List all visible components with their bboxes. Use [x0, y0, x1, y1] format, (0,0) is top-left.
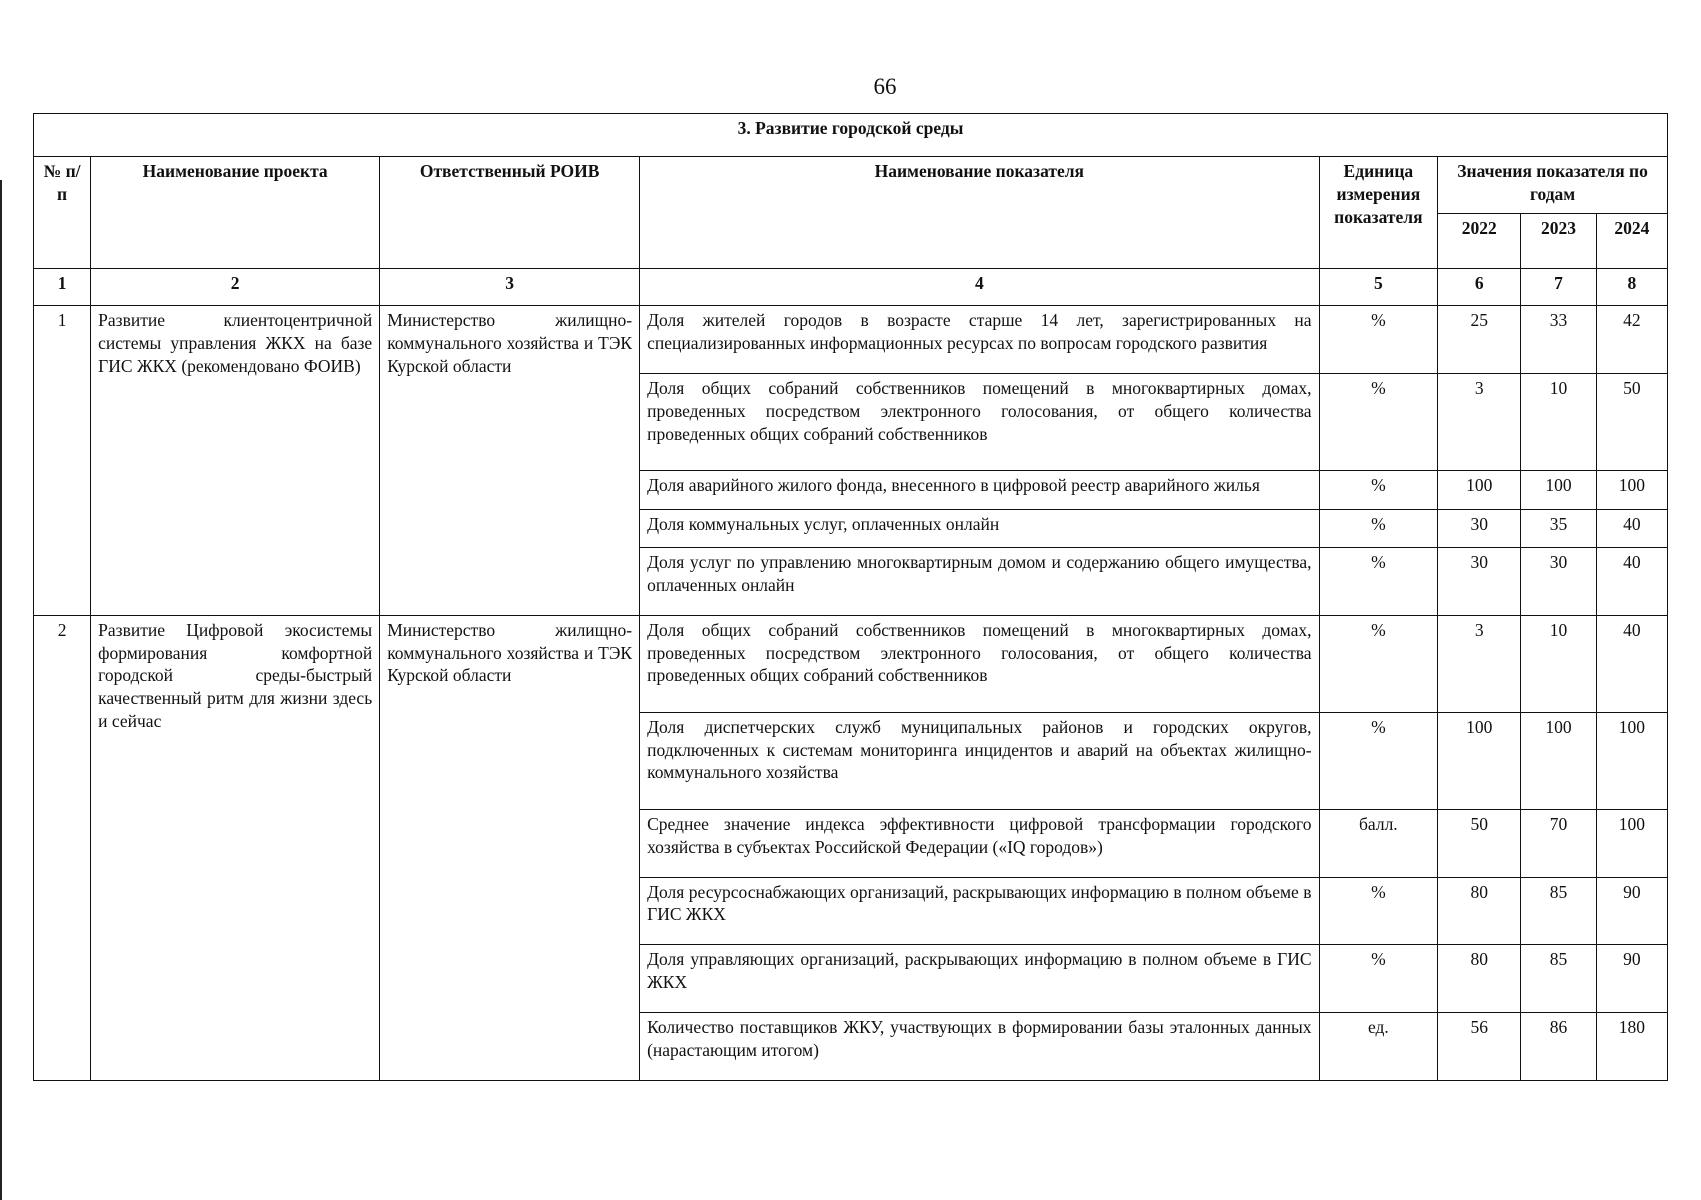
column-number: 6 — [1438, 269, 1521, 306]
indicator-name: Среднее значение индекса эффективности цифровой трансформации городского хозяйства в субъектах Российской Федерации («IQ городов») — [640, 809, 1319, 877]
value-2024: 40 — [1596, 615, 1667, 712]
project-roiv: Министерство жилищно-коммунального хозяйства и ТЭК Курской области — [380, 306, 640, 615]
value-2022: 80 — [1438, 945, 1521, 1013]
column-number: 2 — [91, 269, 380, 306]
value-2023: 33 — [1521, 306, 1596, 374]
header-roiv: Ответственный РОИВ — [380, 157, 640, 269]
indicator-name: Доля общих собраний собственников помещений в многоквартирных домах, проведенных посредством электронного голосования, от общего количества проведенных общих собраний собственников — [640, 374, 1319, 471]
value-2024: 100 — [1596, 809, 1667, 877]
indicator-unit: % — [1319, 471, 1438, 509]
section-title-row — [34, 114, 1668, 157]
value-2024: 40 — [1596, 509, 1667, 547]
section-title: 3. Развитие городской среды — [34, 114, 1668, 157]
header-year-2024: 2024 — [1596, 214, 1667, 269]
value-2023: 70 — [1521, 809, 1596, 877]
value-2022: 30 — [1438, 509, 1521, 547]
value-2024: 90 — [1596, 877, 1667, 945]
value-2023: 85 — [1521, 945, 1596, 1013]
indicator-unit: % — [1319, 548, 1438, 616]
value-2022: 3 — [1438, 374, 1521, 471]
project-number: 1 — [34, 306, 91, 615]
header-num: № п/п — [34, 157, 91, 269]
indicators-table — [33, 113, 1668, 1081]
value-2022: 3 — [1438, 615, 1521, 712]
indicator-unit: ед. — [1319, 1013, 1438, 1081]
indicator-name: Доля коммунальных услуг, оплаченных онлайн — [640, 509, 1319, 547]
value-2022: 100 — [1438, 712, 1521, 809]
indicator-unit: % — [1319, 509, 1438, 547]
indicator-name: Доля жителей городов в возрасте старше 14 лет, зарегистрированных на специализированных информационных ресурсах по вопросам городского развития — [640, 306, 1319, 374]
value-2023: 86 — [1521, 1013, 1596, 1081]
indicator-name: Доля услуг по управлению многоквартирным домом и содержанию общего имущества, оплаченных онлайн — [640, 548, 1319, 616]
value-2024: 40 — [1596, 548, 1667, 616]
value-2023: 100 — [1521, 712, 1596, 809]
header-row — [34, 157, 1668, 214]
table-row — [34, 306, 1668, 374]
page-number: 66 — [873, 74, 897, 99]
value-2022: 50 — [1438, 809, 1521, 877]
value-2024: 100 — [1596, 471, 1667, 509]
header-unit: Единица измерения показателя — [1319, 157, 1438, 269]
header-values: Значения показателя по годам — [1438, 157, 1668, 214]
indicator-name: Доля аварийного жилого фонда, внесенного в цифровой реестр аварийного жилья — [640, 471, 1319, 509]
value-2022: 56 — [1438, 1013, 1521, 1081]
header-project: Наименование проекта — [91, 157, 380, 269]
table-row — [34, 615, 1668, 712]
indicator-unit: % — [1319, 306, 1438, 374]
indicator-name: Доля общих собраний собственников помещений в многоквартирных домах, проведенных посредством электронного голосования, от общего количества проведенных общих собраний собственников — [640, 615, 1319, 712]
indicator-unit: балл. — [1319, 809, 1438, 877]
value-2022: 30 — [1438, 548, 1521, 616]
project-name: Развитие Цифровой экосистемы формирования комфортной городской среды-быстрый качественный ритм для жизни здесь и сейчас — [91, 615, 380, 1080]
column-number: 4 — [640, 269, 1319, 306]
indicator-unit: % — [1319, 945, 1438, 1013]
value-2022: 25 — [1438, 306, 1521, 374]
project-name: Развитие клиентоцентричной системы управления ЖКХ на базе ГИС ЖКХ (рекомендовано ФОИВ) — [91, 306, 380, 615]
value-2023: 100 — [1521, 471, 1596, 509]
value-2023: 35 — [1521, 509, 1596, 547]
indicator-name: Доля ресурсоснабжающих организаций, раскрывающих информацию в полном объеме в ГИС ЖКХ — [640, 877, 1319, 945]
project-roiv: Министерство жилищно-коммунального хозяйства и ТЭК Курской области — [380, 615, 640, 1080]
indicator-unit: % — [1319, 877, 1438, 945]
column-number: 3 — [380, 269, 640, 306]
value-2024: 42 — [1596, 306, 1667, 374]
value-2023: 10 — [1521, 374, 1596, 471]
value-2022: 100 — [1438, 471, 1521, 509]
column-number: 8 — [1596, 269, 1667, 306]
value-2023: 85 — [1521, 877, 1596, 945]
indicator-name: Количество поставщиков ЖКУ, участвующих в формировании базы эталонных данных (нарастающим итогом) — [640, 1013, 1319, 1081]
value-2023: 10 — [1521, 615, 1596, 712]
indicator-name: Доля управляющих организаций, раскрывающих информацию в полном объеме в ГИС ЖКХ — [640, 945, 1319, 1013]
header-year-2023: 2023 — [1521, 214, 1596, 269]
column-number-row — [34, 269, 1668, 306]
column-number: 1 — [34, 269, 91, 306]
column-number: 7 — [1521, 269, 1596, 306]
value-2022: 80 — [1438, 877, 1521, 945]
indicator-unit: % — [1319, 615, 1438, 712]
column-number: 5 — [1319, 269, 1438, 306]
indicator-name: Доля диспетчерских служб муниципальных районов и городских округов, подключенных к системам мониторинга инцидентов и аварий на объектах жилищно-коммунального хозяйства — [640, 712, 1319, 809]
project-number: 2 — [34, 615, 91, 1080]
indicator-unit: % — [1319, 712, 1438, 809]
value-2023: 30 — [1521, 548, 1596, 616]
value-2024: 100 — [1596, 712, 1667, 809]
header-year-2022: 2022 — [1438, 214, 1521, 269]
indicator-unit: % — [1319, 374, 1438, 471]
value-2024: 180 — [1596, 1013, 1667, 1081]
scan-edge-artifact — [0, 180, 2, 1200]
value-2024: 90 — [1596, 945, 1667, 1013]
value-2024: 50 — [1596, 374, 1667, 471]
header-indicator: Наименование показателя — [640, 157, 1319, 269]
